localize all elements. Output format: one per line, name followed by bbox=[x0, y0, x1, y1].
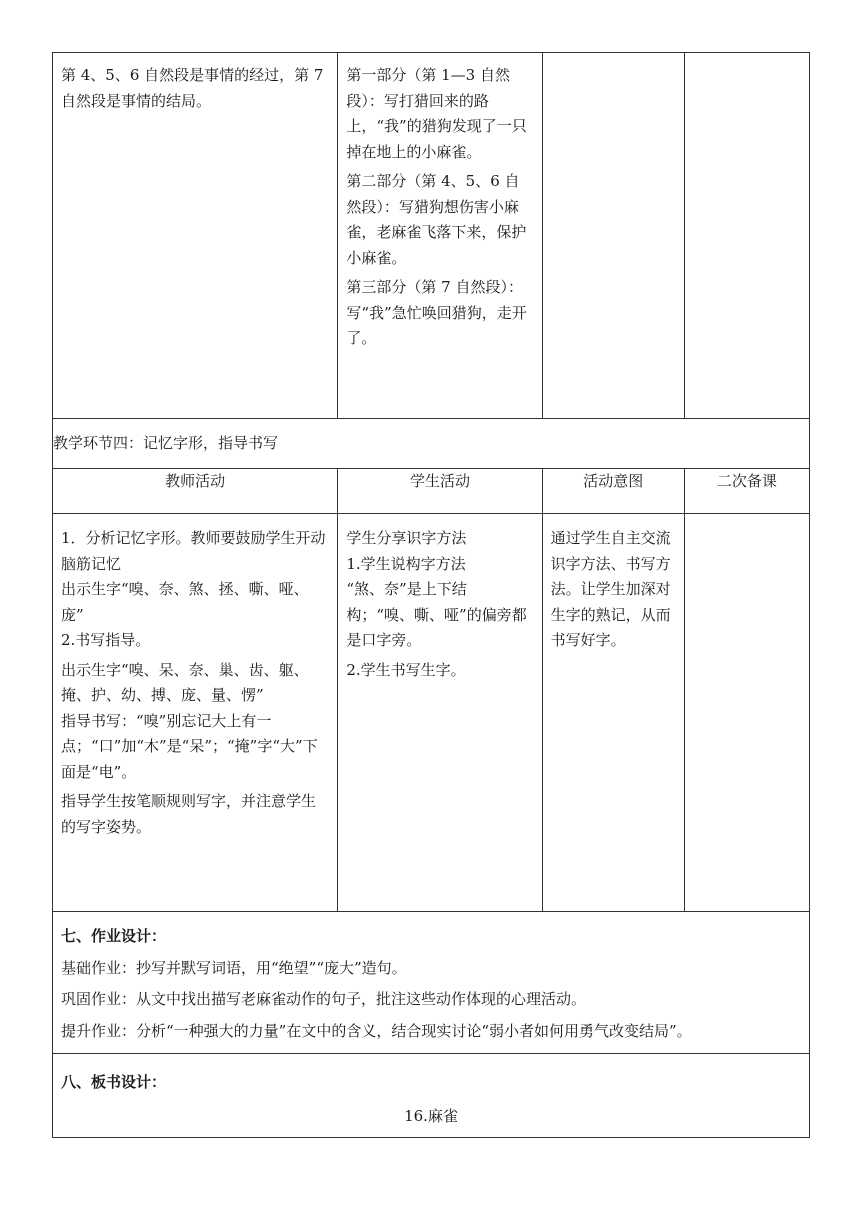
section-four-content-row bbox=[53, 514, 810, 912]
board-design-row bbox=[53, 1054, 810, 1138]
header-student-activity: 学生活动 bbox=[338, 469, 542, 514]
activity-intent-text: 通过学生自主交流识字方法、书写方法。让学生加深对生字的熟记，从而书写好字。 bbox=[550, 529, 671, 649]
homework-basic: 基础作业：抄写并默写词语，用“绝望”“庞大”造句。 bbox=[61, 958, 407, 977]
part-two-text: 第二部分（第 4、5、6 自然段）：写猎狗想伤害小麻雀，老麻雀飞落下来，保护小麻雀。 bbox=[346, 172, 527, 267]
student-structure-notes: “煞、奈”是上下结构；“嗅、嘶、哑”的偏旁都是口字旁。 bbox=[346, 580, 527, 649]
section-four-title-row bbox=[53, 419, 810, 469]
teacher-step-2: 2.书写指导。 bbox=[61, 631, 151, 649]
empty-revision-cell bbox=[684, 53, 809, 419]
student-step-1: 1.学生说构字方法 bbox=[346, 554, 466, 573]
structure-summary-text: 第 4、5、6 自然段是事情的经过，第 7 自然段是事情的结局。 bbox=[61, 66, 324, 110]
part-one-text: 第一部分（第 1—3 自然段）：写打猎回来的路上，“我”的猎狗发现了一只掉在地上的小麻雀。 bbox=[346, 66, 527, 161]
homework-title: 七、作业设计： bbox=[61, 927, 167, 945]
student-share-methods: 学生分享识字方法 bbox=[346, 529, 467, 547]
header-teacher-activity: 教师活动 bbox=[53, 469, 338, 514]
structure-parts-cell bbox=[338, 53, 542, 419]
column-header-row bbox=[53, 469, 810, 514]
teacher-stroke-order: 指导学生按笔顺规则写字，并注意学生的写字姿势。 bbox=[61, 792, 317, 836]
teacher-show-chars-2: 出示生字“嗅、呆、奈、巢、齿、躯、掩、护、幼、搏、庞、量、愣” bbox=[61, 660, 309, 704]
teacher-writing-guide: 指导书写：“嗅”别忘记大上有一点；“口”加“木”是“呆”；“掩”字“大”下面是“电”。 bbox=[61, 711, 318, 781]
board-design-title: 八、板书设计： bbox=[61, 1073, 167, 1091]
student-step-2: 2.学生书写生字。 bbox=[346, 660, 466, 679]
second-prep-cell bbox=[684, 514, 809, 912]
homework-row bbox=[53, 912, 810, 1054]
homework-cell bbox=[53, 912, 810, 1054]
header-activity-intent: 活动意图 bbox=[542, 469, 684, 514]
empty-intent-cell bbox=[542, 53, 684, 419]
row-structure-analysis bbox=[53, 53, 810, 419]
activity-intent-cell bbox=[542, 514, 684, 912]
homework-consolidate: 巩固作业：从文中找出描写老麻雀动作的句子，批注这些动作体现的心理活动。 bbox=[61, 990, 587, 1008]
teacher-activity-cell bbox=[53, 514, 338, 912]
homework-advanced: 提升作业：分析“一种强大的力量”在文中的含义，结合现实讨论“弱小者如何用勇气改变结局”。 bbox=[61, 1021, 692, 1040]
part-three-text: 第三部分（第 7 自然段）：写“我”急忙唤回猎狗，走开了。 bbox=[346, 278, 527, 347]
teacher-show-chars-1: 出示生字“嗅、奈、煞、拯、嘶、哑、庞” bbox=[61, 580, 309, 624]
student-activity-cell bbox=[338, 514, 542, 912]
board-design-cell bbox=[53, 1054, 810, 1138]
section-four-title: 教学环节四：记忆字形，指导书写 bbox=[53, 419, 810, 469]
structure-summary-cell bbox=[53, 53, 338, 419]
teacher-step-1: 1．分析记忆字形。教师要鼓励学生开动脑筋记忆 bbox=[61, 529, 326, 573]
header-second-prep: 二次备课 bbox=[684, 469, 809, 514]
board-lesson-heading: 16.麻雀 bbox=[404, 1106, 458, 1125]
lesson-plan-table bbox=[52, 52, 810, 1138]
